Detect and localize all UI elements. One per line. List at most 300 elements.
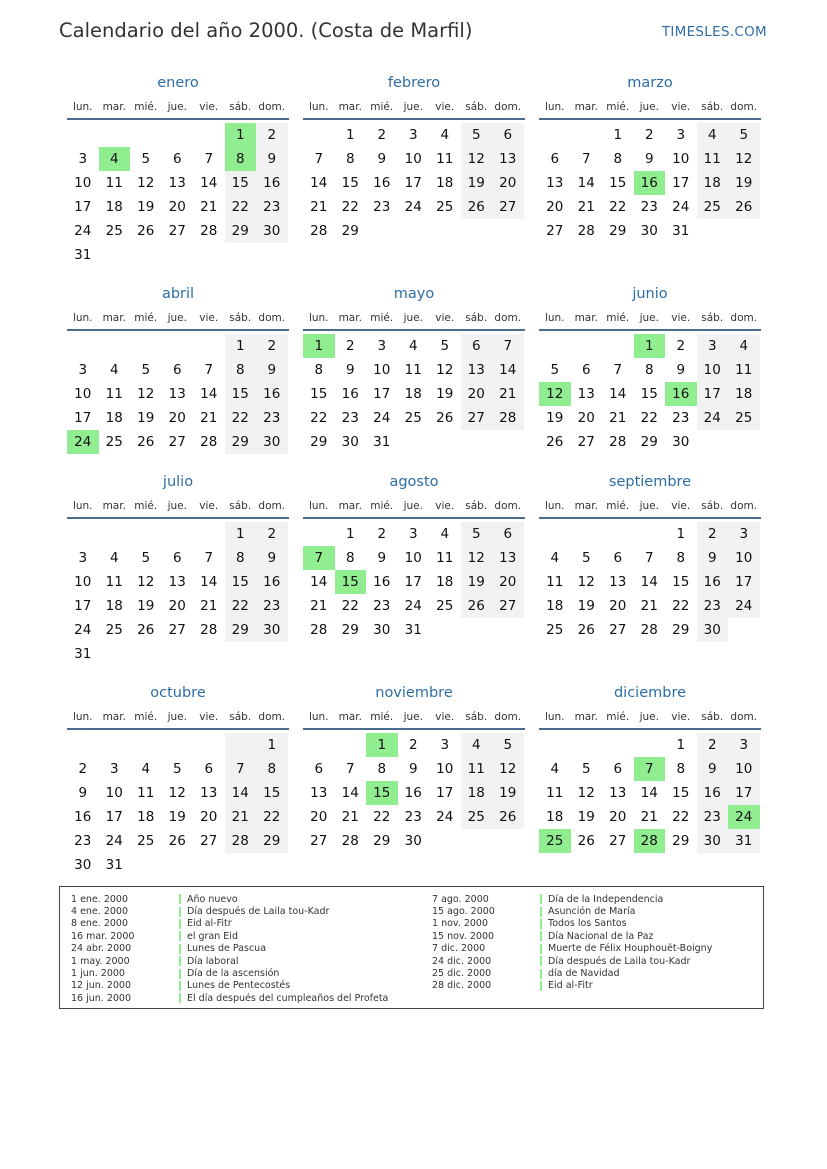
day-cell: 6 <box>581 362 591 378</box>
holiday-day-cell: 1 <box>366 733 398 757</box>
header-divider <box>539 329 761 331</box>
day-cell: 12 <box>461 147 493 171</box>
day-cell: 26 <box>492 805 524 829</box>
day-cell: 17 <box>728 781 760 805</box>
month-octubre <box>67 683 289 877</box>
day-cell: 28 <box>492 406 524 430</box>
day-cell: 2 <box>256 334 288 358</box>
day-cell: 16 <box>697 781 729 805</box>
day-cell: 30 <box>697 618 729 642</box>
day-cell: 15 <box>609 175 627 191</box>
weekday-label: dom. <box>730 312 758 324</box>
day-cell: 13 <box>310 785 328 801</box>
weekday-label: dom. <box>258 312 286 324</box>
day-cell: 18 <box>105 598 123 614</box>
day-cell: 14 <box>225 781 257 805</box>
weekday-label: dom. <box>730 711 758 723</box>
day-cell: 7 <box>581 151 591 167</box>
weekday-label: mar. <box>574 711 598 723</box>
day-cell: 13 <box>168 386 186 402</box>
day-cell: 30 <box>404 833 422 849</box>
day-cell: 27 <box>168 622 186 638</box>
weekday-label: vie. <box>199 711 219 723</box>
day-cell: 23 <box>697 594 729 618</box>
day-cell: 27 <box>546 223 564 239</box>
day-cell: 5 <box>461 123 493 147</box>
empty-day-cell <box>99 243 131 267</box>
day-cell: 25 <box>137 833 155 849</box>
day-cell: 5 <box>581 761 591 777</box>
legend-holiday-name: Día después de Laila tou-Kadr <box>548 955 691 967</box>
day-cell: 6 <box>172 362 182 378</box>
day-cell: 22 <box>225 195 257 219</box>
day-cell: 17 <box>105 809 123 825</box>
empty-day-cell <box>461 618 493 642</box>
weekday-label: mar. <box>574 101 598 113</box>
day-cell: 4 <box>440 127 450 143</box>
day-cell: 22 <box>341 598 359 614</box>
empty-day-cell <box>193 243 225 267</box>
legend-row <box>71 918 388 930</box>
legend-date: 15 nov. 2000 <box>432 930 495 942</box>
legend-date: 16 jun. 2000 <box>71 992 132 1004</box>
day-grid <box>303 123 525 243</box>
empty-day-cell <box>162 853 194 877</box>
day-cell: 31 <box>672 223 690 239</box>
weekday-header <box>539 496 761 516</box>
day-cell: 19 <box>137 199 155 215</box>
weekday-label: jue. <box>403 711 423 723</box>
month-mayo <box>303 284 525 454</box>
legend-marker <box>179 944 181 954</box>
day-cell: 11 <box>105 574 123 590</box>
day-cell: 4 <box>408 338 418 354</box>
day-cell: 29 <box>225 219 257 243</box>
weekday-label: jue. <box>167 312 187 324</box>
weekday-label: lun. <box>72 312 93 324</box>
day-cell: 7 <box>644 550 654 566</box>
empty-day-cell <box>602 522 634 546</box>
day-cell: 16 <box>74 809 92 825</box>
day-cell: 25 <box>436 598 454 614</box>
legend-holiday-name: Día después de Laila tou-Kadr <box>187 906 330 918</box>
empty-day-cell <box>461 829 493 853</box>
day-cell: 18 <box>105 410 123 426</box>
day-cell: 20 <box>609 809 627 825</box>
empty-day-cell <box>256 853 288 877</box>
day-cell: 5 <box>141 550 151 566</box>
day-cell: 31 <box>105 857 123 873</box>
empty-day-cell <box>539 334 571 358</box>
empty-day-cell <box>539 123 571 147</box>
day-cell: 28 <box>200 434 218 450</box>
day-cell: 24 <box>404 598 422 614</box>
holiday-day-cell: 8 <box>225 147 257 171</box>
day-cell: 22 <box>310 410 328 426</box>
weekday-label: mié. <box>370 101 394 113</box>
weekday-label: vie. <box>435 101 455 113</box>
day-cell: 19 <box>577 598 595 614</box>
day-cell: 29 <box>256 829 288 853</box>
day-cell: 17 <box>404 175 422 191</box>
day-cell: 19 <box>577 809 595 825</box>
day-cell: 31 <box>74 646 92 662</box>
legend-marker <box>540 931 542 941</box>
holiday-day-cell: 1 <box>225 123 257 147</box>
day-cell: 30 <box>74 857 92 873</box>
weekday-label: vie. <box>671 312 691 324</box>
weekday-label: jue. <box>403 312 423 324</box>
weekday-header <box>539 308 761 328</box>
day-cell: 23 <box>640 199 658 215</box>
day-cell: 13 <box>609 574 627 590</box>
day-cell: 29 <box>672 622 690 638</box>
weekday-label: lun. <box>308 711 329 723</box>
empty-day-cell <box>67 522 99 546</box>
day-cell: 14 <box>200 574 218 590</box>
legend-date: 8 ene. 2000 <box>71 918 128 930</box>
day-cell: 25 <box>436 199 454 215</box>
month-name: enero <box>157 75 199 91</box>
day-cell: 30 <box>256 430 288 454</box>
brand-link[interactable]: TIMESLES.COM <box>661 24 767 40</box>
empty-day-cell <box>162 243 194 267</box>
day-grid <box>67 123 289 267</box>
day-cell: 8 <box>225 358 257 382</box>
day-cell: 1 <box>345 526 355 542</box>
weekday-label: vie. <box>435 711 455 723</box>
empty-day-cell <box>130 853 162 877</box>
day-cell: 24 <box>74 622 92 638</box>
day-cell: 1 <box>225 522 257 546</box>
day-cell: 25 <box>461 805 493 829</box>
empty-day-cell <box>728 618 760 642</box>
day-cell: 28 <box>341 833 359 849</box>
day-cell: 23 <box>672 410 690 426</box>
empty-day-cell <box>193 733 225 757</box>
day-cell: 2 <box>697 522 729 546</box>
weekday-label: vie. <box>671 500 691 512</box>
empty-day-cell <box>398 219 430 243</box>
day-cell: 2 <box>644 127 654 143</box>
day-cell: 20 <box>200 809 218 825</box>
empty-day-cell <box>571 123 603 147</box>
legend-row <box>71 930 388 942</box>
month-julio <box>67 472 289 666</box>
legend-marker <box>179 894 181 904</box>
holiday-day-cell: 7 <box>634 757 666 781</box>
day-cell: 20 <box>492 570 524 594</box>
header-divider <box>303 517 525 519</box>
day-cell: 23 <box>373 199 391 215</box>
day-cell: 15 <box>341 175 359 191</box>
day-cell: 11 <box>105 175 123 191</box>
day-cell: 11 <box>461 757 493 781</box>
empty-day-cell <box>130 733 162 757</box>
day-cell: 27 <box>609 622 627 638</box>
day-cell: 19 <box>461 171 493 195</box>
month-diciembre <box>539 683 761 853</box>
weekday-label: sáb. <box>465 101 488 113</box>
day-cell: 11 <box>546 785 564 801</box>
day-cell: 22 <box>373 809 391 825</box>
weekday-label: lun. <box>544 711 565 723</box>
legend-marker <box>179 907 181 917</box>
empty-day-cell <box>461 430 493 454</box>
legend-marker <box>540 919 542 929</box>
day-cell: 7 <box>492 334 524 358</box>
weekday-label: dom. <box>494 101 522 113</box>
day-cell: 3 <box>728 522 760 546</box>
month-name: julio <box>162 474 194 490</box>
month-junio <box>539 284 761 454</box>
weekday-label: dom. <box>730 101 758 113</box>
weekday-label: mié. <box>606 312 630 324</box>
empty-day-cell <box>193 123 225 147</box>
day-cell: 4 <box>109 550 119 566</box>
weekday-label: lun. <box>308 312 329 324</box>
weekday-header <box>67 707 289 727</box>
day-cell: 20 <box>168 199 186 215</box>
legend-holiday-name: Día de la Independencia <box>548 893 664 905</box>
empty-day-cell <box>99 733 131 757</box>
day-cell: 2 <box>256 522 288 546</box>
day-cell: 30 <box>373 622 391 638</box>
weekday-label: mar. <box>102 312 126 324</box>
empty-day-cell <box>256 243 288 267</box>
header-divider <box>539 517 761 519</box>
empty-day-cell <box>335 733 367 757</box>
day-cell: 28 <box>225 829 257 853</box>
day-cell: 10 <box>74 574 92 590</box>
weekday-label: sáb. <box>701 312 724 324</box>
day-cell: 30 <box>672 434 690 450</box>
day-cell: 30 <box>341 434 359 450</box>
empty-day-cell <box>99 334 131 358</box>
day-grid <box>303 522 525 642</box>
weekday-label: mié. <box>134 711 158 723</box>
day-cell: 11 <box>404 362 422 378</box>
day-cell: 13 <box>200 785 218 801</box>
weekday-label: vie. <box>199 500 219 512</box>
legend-holiday-name: Día laboral <box>187 955 239 967</box>
weekday-header <box>303 308 525 328</box>
weekday-label: dom. <box>494 312 522 324</box>
legend-marker <box>540 894 542 904</box>
day-cell: 5 <box>728 123 760 147</box>
empty-day-cell <box>225 642 257 666</box>
empty-day-cell <box>130 123 162 147</box>
day-cell: 21 <box>200 410 218 426</box>
day-cell: 2 <box>377 127 387 143</box>
month-name: septiembre <box>608 474 692 490</box>
day-cell: 27 <box>492 195 524 219</box>
weekday-label: mar. <box>338 711 362 723</box>
empty-day-cell <box>492 618 524 642</box>
day-cell: 14 <box>310 175 328 191</box>
legend-marker <box>540 907 542 917</box>
day-cell: 1 <box>676 737 686 753</box>
empty-day-cell <box>130 642 162 666</box>
day-cell: 28 <box>200 622 218 638</box>
empty-day-cell <box>539 733 571 757</box>
day-cell: 21 <box>640 598 658 614</box>
day-cell: 19 <box>436 386 454 402</box>
day-cell: 22 <box>256 805 288 829</box>
day-cell: 4 <box>728 334 760 358</box>
legend-marker <box>540 944 542 954</box>
day-cell: 23 <box>256 594 288 618</box>
weekday-label: sáb. <box>701 500 724 512</box>
day-cell: 25 <box>105 622 123 638</box>
day-cell: 14 <box>200 175 218 191</box>
day-cell: 28 <box>577 223 595 239</box>
day-cell: 13 <box>461 358 493 382</box>
day-cell: 1 <box>613 127 623 143</box>
day-cell: 24 <box>697 406 729 430</box>
weekday-label: dom. <box>258 101 286 113</box>
weekday-label: mié. <box>134 312 158 324</box>
empty-day-cell <box>67 334 99 358</box>
day-cell: 25 <box>404 410 422 426</box>
day-cell: 13 <box>546 175 564 191</box>
day-cell: 6 <box>550 151 560 167</box>
day-cell: 15 <box>310 386 328 402</box>
day-cell: 5 <box>581 550 591 566</box>
day-cell: 21 <box>310 598 328 614</box>
legend-row <box>432 955 712 967</box>
day-cell: 2 <box>345 338 355 354</box>
day-cell: 11 <box>697 147 729 171</box>
holiday-day-cell: 16 <box>634 171 666 195</box>
day-cell: 13 <box>492 147 524 171</box>
weekday-label: sáb. <box>229 711 252 723</box>
day-cell: 30 <box>256 618 288 642</box>
day-cell: 21 <box>577 199 595 215</box>
day-cell: 9 <box>697 546 729 570</box>
empty-day-cell <box>193 522 225 546</box>
day-cell: 14 <box>341 785 359 801</box>
day-cell: 18 <box>105 199 123 215</box>
weekday-label: jue. <box>639 711 659 723</box>
day-cell: 15 <box>256 781 288 805</box>
day-cell: 15 <box>640 386 658 402</box>
day-cell: 11 <box>137 785 155 801</box>
day-cell: 16 <box>697 570 729 594</box>
day-grid <box>539 733 761 853</box>
day-cell: 31 <box>728 829 760 853</box>
weekday-label: mié. <box>606 500 630 512</box>
day-cell: 21 <box>341 809 359 825</box>
day-cell: 17 <box>74 410 92 426</box>
empty-day-cell <box>130 334 162 358</box>
legend-date: 1 ene. 2000 <box>71 893 128 905</box>
day-grid <box>67 733 289 877</box>
day-cell: 24 <box>436 809 454 825</box>
weekday-label: jue. <box>167 500 187 512</box>
weekday-label: mar. <box>338 500 362 512</box>
legend-holiday-name: El día después del cumpleaños del Profeta <box>187 992 389 1004</box>
day-cell: 27 <box>461 406 493 430</box>
day-cell: 20 <box>310 809 328 825</box>
day-cell: 9 <box>78 785 88 801</box>
day-cell: 15 <box>225 171 257 195</box>
holiday-day-cell: 15 <box>366 781 398 805</box>
day-cell: 11 <box>728 358 760 382</box>
weekday-label: sáb. <box>229 312 252 324</box>
day-cell: 3 <box>408 526 418 542</box>
day-cell: 1 <box>345 127 355 143</box>
legend-row <box>432 905 712 917</box>
legend-date: 28 dic. 2000 <box>432 980 492 992</box>
weekday-label: vie. <box>199 312 219 324</box>
empty-day-cell <box>539 522 571 546</box>
day-cell: 9 <box>256 546 288 570</box>
day-cell: 15 <box>225 570 257 594</box>
legend-row <box>71 967 388 979</box>
day-cell: 6 <box>314 761 324 777</box>
day-cell: 27 <box>577 434 595 450</box>
month-name: marzo <box>627 75 673 91</box>
empty-day-cell <box>225 243 257 267</box>
day-cell: 6 <box>492 522 524 546</box>
weekday-label: vie. <box>435 500 455 512</box>
day-cell: 31 <box>74 247 92 263</box>
day-cell: 12 <box>137 386 155 402</box>
empty-day-cell <box>193 642 225 666</box>
day-cell: 24 <box>74 223 92 239</box>
month-febrero <box>303 73 525 243</box>
day-cell: 3 <box>697 334 729 358</box>
day-cell: 20 <box>492 171 524 195</box>
weekday-label: sáb. <box>229 500 252 512</box>
header-divider <box>303 728 525 730</box>
day-cell: 3 <box>377 338 387 354</box>
weekday-label: jue. <box>639 312 659 324</box>
day-cell: 18 <box>436 574 454 590</box>
weekday-label: jue. <box>403 500 423 512</box>
day-cell: 9 <box>377 151 387 167</box>
empty-day-cell <box>130 243 162 267</box>
day-cell: 24 <box>728 594 760 618</box>
day-cell: 18 <box>436 175 454 191</box>
day-cell: 26 <box>728 195 760 219</box>
day-cell: 21 <box>200 199 218 215</box>
empty-day-cell <box>162 522 194 546</box>
holiday-day-cell: 25 <box>539 829 571 853</box>
day-cell: 3 <box>408 127 418 143</box>
legend-holiday-name: Lunes de Pascua <box>187 943 267 955</box>
weekday-label: mié. <box>134 500 158 512</box>
weekday-label: vie. <box>671 101 691 113</box>
day-cell: 3 <box>78 550 88 566</box>
day-cell: 2 <box>676 338 686 354</box>
weekday-label: sáb. <box>465 500 488 512</box>
empty-day-cell <box>193 334 225 358</box>
day-cell: 20 <box>546 199 564 215</box>
weekday-header <box>67 496 289 516</box>
legend-holiday-name: Muerte de Félix Houphouët-Boigny <box>548 943 713 955</box>
day-cell: 17 <box>436 785 454 801</box>
day-cell: 9 <box>256 147 288 171</box>
day-cell: 23 <box>256 406 288 430</box>
legend-row <box>432 967 712 979</box>
month-name: noviembre <box>375 685 453 701</box>
weekday-header <box>67 308 289 328</box>
day-cell: 17 <box>697 382 729 406</box>
header-divider <box>67 517 289 519</box>
day-cell: 4 <box>440 526 450 542</box>
